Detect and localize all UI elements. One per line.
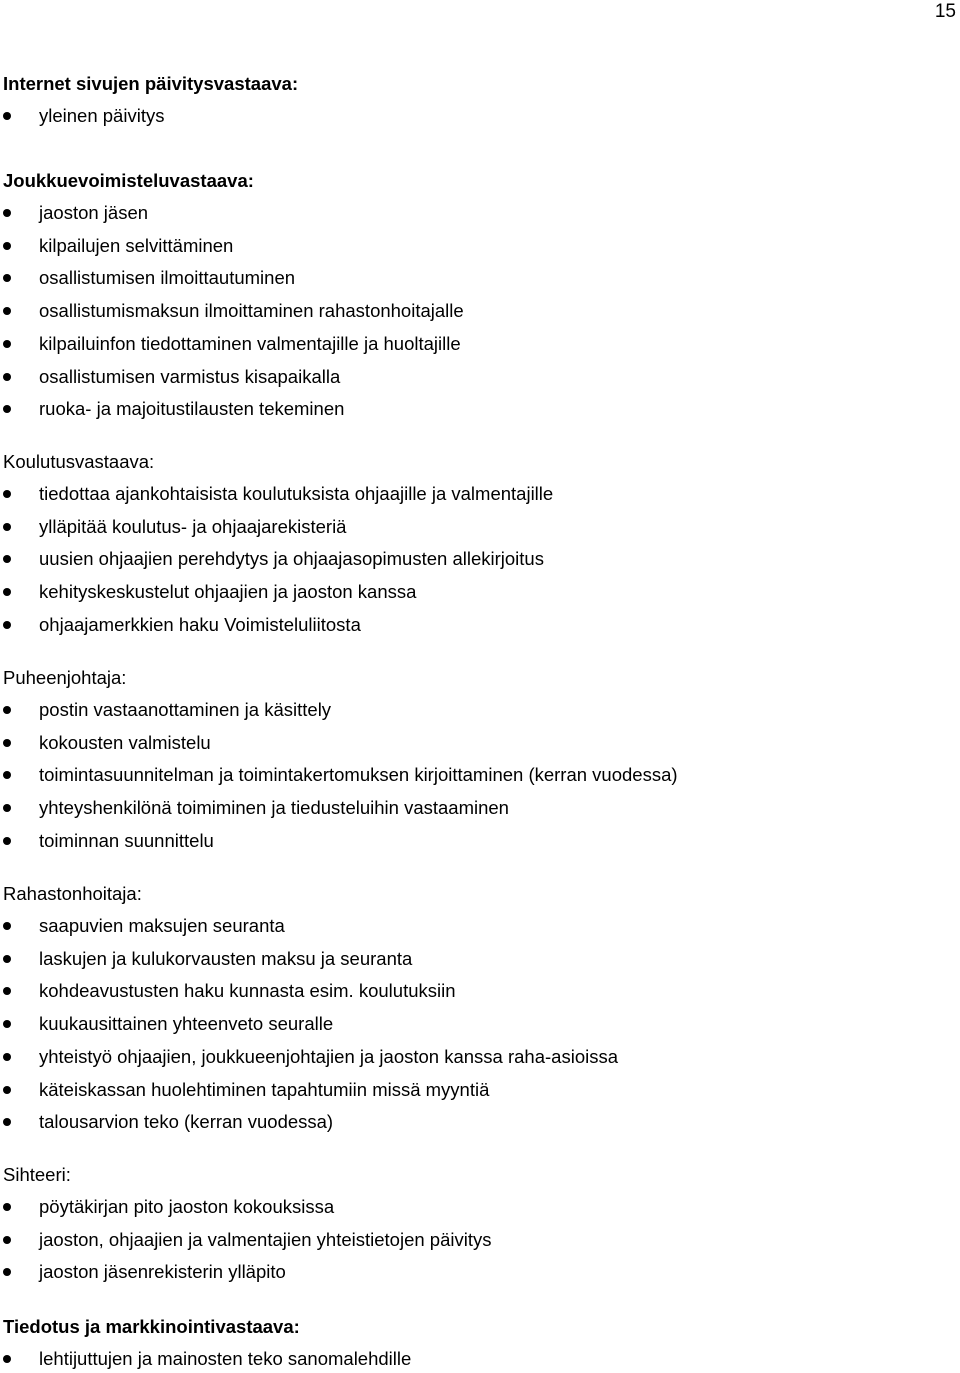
list-item-text: postin vastaanottaminen ja käsittely [39, 699, 332, 720]
list-item-text: osallistumisen varmistus kisapaikalla [39, 366, 341, 387]
page-number: 15 [934, 1, 956, 22]
bullet-icon [3, 955, 11, 963]
bullet-icon [3, 739, 11, 747]
bullet-icon [3, 771, 11, 779]
bullet-icon [3, 1236, 11, 1244]
list-item-text: kilpailuinfon tiedottaminen valmentajille ja huoltajille [39, 333, 461, 354]
bullet-icon [3, 555, 11, 563]
bullet-icon [3, 922, 11, 930]
list-item-text: laskujen ja kulukorvausten maksu ja seuranta [39, 948, 413, 969]
bullet-icon [3, 490, 11, 498]
list-item-text: yleinen päivitys [39, 105, 165, 126]
list-item-text: toimintasuunnitelman ja toimintakertomuksen kirjoittaminen (kerran vuodessa) [39, 764, 678, 785]
list-item-text: kilpailujen selvittäminen [39, 235, 234, 256]
list-item-text: kohdeavustusten haku kunnasta esim. koulutuksiin [39, 980, 456, 1001]
bullet-icon [3, 1020, 11, 1028]
bullet-icon [3, 588, 11, 596]
bullet-icon [3, 1355, 11, 1363]
list-item-text: jaoston jäsen [39, 202, 149, 223]
bullet-icon [3, 274, 11, 282]
bullet-icon [3, 523, 11, 531]
bullet-icon [3, 706, 11, 714]
section-title: Sihteeri: [3, 1164, 71, 1185]
list-item-text: jaoston, ohjaajien ja valmentajien yhteistietojen päivitys [39, 1229, 492, 1250]
list-item-text: yhteistyö ohjaajien, joukkueenjohtajien ja jaoston kanssa raha-asioissa [39, 1046, 619, 1067]
bullet-icon [3, 242, 11, 250]
list-item-text: kokousten valmistelu [39, 732, 211, 753]
bullet-icon [3, 405, 11, 413]
bullet-icon [3, 1086, 11, 1094]
list-item-text: lehtijuttujen ja mainosten teko sanomalehdille [39, 1348, 412, 1369]
list-item-text: ylläpitää koulutus- ja ohjaajarekisteriä [39, 516, 347, 537]
bullet-icon [3, 1053, 11, 1061]
bullet-icon [3, 307, 11, 315]
list-item-text: kehityskeskustelut ohjaajien ja jaoston kanssa [39, 581, 417, 602]
section-title: Rahastonhoitaja: [3, 883, 142, 904]
section-title: Internet sivujen päivitysvastaava: [3, 73, 299, 94]
list-item-text: jaoston jäsenrekisterin ylläpito [39, 1261, 286, 1282]
list-item-text: ruoka- ja majoitustilausten tekeminen [39, 398, 345, 419]
bullet-icon [3, 1118, 11, 1126]
bullet-icon [3, 373, 11, 381]
bullet-icon [3, 209, 11, 217]
list-item-text: uusien ohjaajien perehdytys ja ohjaajasopimusten allekirjoitus [39, 548, 544, 569]
list-item-text: talousarvion teko (kerran vuodessa) [39, 1111, 334, 1132]
list-item-text: ohjaajamerkkien haku Voimisteluliitosta [39, 614, 361, 635]
list-item-text: osallistumismaksun ilmoittaminen rahastonhoitajalle [39, 300, 464, 321]
bullet-icon [3, 804, 11, 812]
list-item-text: saapuvien maksujen seuranta [39, 915, 285, 936]
list-item-text: toiminnan suunnittelu [39, 830, 214, 851]
bullet-icon [3, 112, 11, 120]
bullet-icon [3, 340, 11, 348]
section-title: Puheenjohtaja: [3, 667, 127, 688]
bullet-icon [3, 1203, 11, 1211]
bullet-icon [3, 987, 11, 995]
bullet-icon [3, 621, 11, 629]
bullet-icon [3, 837, 11, 845]
section-title: Joukkuevoimisteluvastaava: [3, 170, 254, 191]
list-item-text: tiedottaa ajankohtaisista koulutuksista ohjaajille ja valmentajille [39, 483, 554, 504]
list-item-text: yhteyshenkilönä toimiminen ja tiedusteluihin vastaaminen [39, 797, 509, 818]
bullet-icon [3, 1268, 11, 1276]
list-item-text: käteiskassan huolehtiminen tapahtumiin missä myyntiä [39, 1079, 490, 1100]
section-title: Koulutusvastaava: [3, 451, 155, 472]
list-item-text: pöytäkirjan pito jaoston kokouksissa [39, 1196, 335, 1217]
list-item-text: osallistumisen ilmoittautuminen [39, 267, 296, 288]
list-item-text: kuukausittainen yhteenveto seuralle [39, 1013, 334, 1034]
section-title: Tiedotus ja markkinointivastaava: [3, 1316, 300, 1337]
